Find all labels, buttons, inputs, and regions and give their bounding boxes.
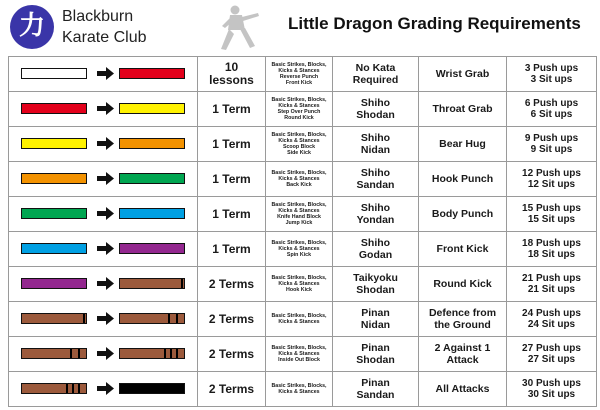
duration-line: 1 Term xyxy=(212,101,251,116)
kata-line: Nidan xyxy=(360,144,391,156)
basics-cell xyxy=(266,57,333,92)
current-belt xyxy=(21,173,87,184)
exercise-line: 3 Push ups xyxy=(524,62,579,74)
arrow-right-icon xyxy=(97,347,114,360)
kata-cell xyxy=(333,267,419,302)
exercise-line: 15 Push ups xyxy=(522,202,581,214)
requirements-table xyxy=(8,56,597,407)
requirements-rows xyxy=(9,57,597,407)
duration-cell xyxy=(198,92,266,127)
arrow-right-icon xyxy=(97,312,114,325)
basics-line: Hook Kick xyxy=(286,287,312,294)
current-belt xyxy=(21,138,87,149)
duration-cell xyxy=(198,127,266,162)
basics-cell xyxy=(266,162,333,197)
basics-line: Front Kick xyxy=(285,80,313,87)
basics-line: Basic Strikes, Blocks, xyxy=(271,96,327,103)
belt-stripe xyxy=(78,384,80,393)
technique-line: Front Kick xyxy=(436,243,489,255)
basics-cell xyxy=(266,267,333,302)
table-row xyxy=(9,302,597,337)
kata-line: Yondan xyxy=(356,214,395,226)
next-belt xyxy=(119,68,185,79)
basics-line: Reverse Punch xyxy=(279,74,319,80)
basics-line: Basic Strikes, Blocks, xyxy=(271,344,327,351)
technique-cell xyxy=(419,197,507,232)
duration-line: 1 Term xyxy=(212,241,251,256)
technique-line: All Attacks xyxy=(435,383,490,395)
basics-line: Kicks & Stances xyxy=(278,102,320,109)
table-row xyxy=(9,337,597,372)
basics-line: Kicks & Stances xyxy=(278,137,320,144)
kata-line: Shiho xyxy=(360,202,391,214)
table-row xyxy=(9,127,597,162)
kata-cell xyxy=(333,232,419,267)
club-logo xyxy=(10,5,54,49)
kata-cell xyxy=(333,92,419,127)
basics-line: Spin Kick xyxy=(286,252,312,259)
exercise-line: 30 Sit ups xyxy=(527,389,576,400)
duration-line: 2 Terms xyxy=(208,381,255,396)
kata-line: Shiho xyxy=(360,97,391,109)
basics-cell xyxy=(266,92,333,127)
belt-stripe xyxy=(170,349,172,358)
basics-line: Basic Strikes, Blocks, xyxy=(271,131,327,138)
basics-cell xyxy=(266,302,333,337)
duration-cell xyxy=(198,197,266,232)
next-belt xyxy=(119,243,185,254)
technique-line: the Ground xyxy=(434,319,491,331)
exercise-line: 18 Sit ups xyxy=(527,249,576,260)
duration-cell xyxy=(198,302,266,337)
basics-cell xyxy=(266,337,333,372)
arrow-right-icon xyxy=(97,137,114,150)
exercise-cell xyxy=(507,267,597,302)
belt-stripe xyxy=(83,314,85,323)
belt-progression xyxy=(9,127,198,162)
kata-cell xyxy=(333,302,419,337)
club-name-line2: Karate Club xyxy=(62,29,147,46)
kata-line: Sandan xyxy=(356,389,395,401)
technique-line: Round Kick xyxy=(433,278,492,290)
exercise-line: 15 Sit ups xyxy=(527,214,576,225)
karate-fighter-icon xyxy=(218,4,262,52)
kata-line: Shiho xyxy=(360,132,391,144)
table-row xyxy=(9,372,597,407)
technique-cell xyxy=(419,162,507,197)
belt-progression xyxy=(9,267,198,302)
exercise-line: 27 Sit ups xyxy=(527,354,576,365)
belt-progression xyxy=(9,337,198,372)
exercise-line: 6 Push ups xyxy=(524,97,579,109)
next-belt xyxy=(119,278,185,289)
kata-line: Sandan xyxy=(356,179,395,191)
belt-stripe xyxy=(66,384,68,393)
current-belt xyxy=(21,383,87,394)
basics-line: Kicks & Stances xyxy=(278,175,320,182)
basics-line: Basic Strikes, Blocks, xyxy=(271,61,327,68)
kata-line: Shodan xyxy=(356,354,395,366)
technique-line: Defence from xyxy=(428,307,497,319)
current-belt xyxy=(21,68,87,79)
kata-line: Taikyoku xyxy=(353,272,398,284)
basics-line: Side Kick xyxy=(287,150,311,157)
kata-line: Pinan xyxy=(361,307,390,319)
exercise-cell xyxy=(507,162,597,197)
basics-line: Kicks & Stances xyxy=(278,389,320,395)
arrow-right-icon xyxy=(97,207,114,220)
duration-line: 10 xyxy=(224,60,239,74)
duration-cell xyxy=(198,57,266,92)
basics-line: Round Kick xyxy=(284,115,314,122)
belt-stripe xyxy=(168,314,170,323)
kata-cell xyxy=(333,337,419,372)
duration-cell xyxy=(198,232,266,267)
belt-progression xyxy=(9,92,198,127)
technique-line: Bear Hug xyxy=(439,138,486,150)
belt-progression xyxy=(9,57,198,92)
belt-progression xyxy=(9,232,198,267)
technique-cell xyxy=(419,232,507,267)
belt-stripe xyxy=(164,349,166,358)
basics-line: Basic Strikes, Blocks, xyxy=(271,239,327,246)
technique-line: Hook Punch xyxy=(431,173,494,185)
arrow-right-icon xyxy=(97,172,114,185)
basics-line: Jump Kick xyxy=(285,220,313,227)
current-belt xyxy=(21,278,87,289)
current-belt xyxy=(21,243,87,254)
kata-line: Shiho xyxy=(360,167,391,179)
technique-cell xyxy=(419,372,507,407)
technique-cell xyxy=(419,127,507,162)
duration-line: 1 Term xyxy=(212,136,251,151)
technique-cell xyxy=(419,92,507,127)
basics-line: Basic Strikes, Blocks, xyxy=(271,274,327,281)
technique-cell xyxy=(419,267,507,302)
club-name xyxy=(62,6,147,48)
club-name-line1: Blackburn xyxy=(62,8,134,25)
basics-line: Kicks & Stances xyxy=(278,67,320,74)
kata-line: No Kata xyxy=(355,62,396,74)
header xyxy=(0,0,600,56)
arrow-right-icon xyxy=(97,242,114,255)
next-belt xyxy=(119,103,185,114)
exercise-line: 12 Push ups xyxy=(522,167,581,179)
duration-cell xyxy=(198,337,266,372)
exercise-line: 21 Sit ups xyxy=(527,284,576,295)
belt-stripe xyxy=(176,349,178,358)
basics-line: Kicks & Stances xyxy=(278,350,320,357)
kata-line: Godan xyxy=(358,249,393,261)
basics-cell xyxy=(266,127,333,162)
arrow-right-icon xyxy=(97,102,114,115)
arrow-right-icon xyxy=(97,67,114,80)
next-belt xyxy=(119,348,185,359)
belt-progression xyxy=(9,302,198,337)
kata-cell xyxy=(333,57,419,92)
current-belt xyxy=(21,313,87,324)
technique-cell xyxy=(419,337,507,372)
technique-line: 2 Against 1 xyxy=(434,342,491,354)
kata-line: Required xyxy=(352,74,399,86)
technique-cell xyxy=(419,57,507,92)
duration-line: 2 Terms xyxy=(208,311,255,326)
basics-line: Basic Strikes, Blocks, xyxy=(271,201,327,208)
kata-line: Shiho xyxy=(360,237,391,249)
exercise-line: 9 Push ups xyxy=(524,132,579,144)
exercise-cell xyxy=(507,92,597,127)
kata-line: Shodan xyxy=(356,284,395,296)
next-belt xyxy=(119,383,185,394)
duration-cell xyxy=(198,162,266,197)
belt-stripe xyxy=(70,349,72,358)
kata-line: Pinan xyxy=(361,342,390,354)
exercise-line: 6 Sit ups xyxy=(530,109,573,120)
basics-line: Step Over Punch xyxy=(277,109,321,115)
current-belt xyxy=(21,348,87,359)
arrow-right-icon xyxy=(97,277,114,290)
duration-line: lessons xyxy=(209,73,254,87)
technique-line: Wrist Grab xyxy=(435,68,490,80)
duration-line: 2 Terms xyxy=(208,276,255,291)
basics-line: Scoop Block xyxy=(282,144,316,150)
technique-line: Throat Grab xyxy=(432,103,493,115)
belt-progression xyxy=(9,197,198,232)
duration-line: 1 Term xyxy=(212,206,251,221)
basics-line: Kicks & Stances xyxy=(278,245,320,252)
table-row xyxy=(9,57,597,92)
belt-stripe xyxy=(78,349,80,358)
belt-stripe xyxy=(176,314,178,323)
table-row xyxy=(9,267,597,302)
exercise-line: 21 Push ups xyxy=(522,272,581,284)
exercise-line: 24 Push ups xyxy=(522,307,581,319)
arrow-right-icon xyxy=(97,382,114,395)
table-row xyxy=(9,232,597,267)
belt-progression xyxy=(9,372,198,407)
table-row xyxy=(9,162,597,197)
next-belt xyxy=(119,313,185,324)
next-belt xyxy=(119,173,185,184)
basics-line: Kicks & Stances xyxy=(278,207,320,214)
exercise-line: 24 Sit ups xyxy=(527,319,576,330)
duration-line: 1 Term xyxy=(212,171,251,186)
exercise-cell xyxy=(507,57,597,92)
kata-line: Pinan xyxy=(361,377,390,389)
belt-progression xyxy=(9,162,198,197)
exercise-line: 9 Sit ups xyxy=(530,144,573,155)
exercise-line: 12 Sit ups xyxy=(527,179,576,190)
exercise-cell xyxy=(507,337,597,372)
logo-glyph: 力 xyxy=(18,11,45,41)
current-belt xyxy=(21,103,87,114)
technique-cell xyxy=(419,302,507,337)
table-row xyxy=(9,197,597,232)
next-belt xyxy=(119,208,185,219)
belt-stripe xyxy=(72,384,74,393)
technique-line: Body Punch xyxy=(431,208,494,220)
table-row xyxy=(9,92,597,127)
basics-line: Knife Hand Block xyxy=(277,214,321,220)
basics-cell xyxy=(266,197,333,232)
current-belt xyxy=(21,208,87,219)
exercise-cell xyxy=(507,232,597,267)
exercise-cell xyxy=(507,127,597,162)
basics-line: Inside Out Block xyxy=(278,357,320,364)
kata-line: Shodan xyxy=(356,109,395,121)
exercise-line: 30 Push ups xyxy=(522,377,581,389)
basics-cell xyxy=(266,372,333,407)
basics-line: Basic Strikes, Blocks, xyxy=(271,382,327,389)
basics-line: Kicks & Stances xyxy=(278,280,320,287)
kata-cell xyxy=(333,162,419,197)
exercise-cell xyxy=(507,302,597,337)
exercise-cell xyxy=(507,197,597,232)
basics-cell xyxy=(266,232,333,267)
duration-cell xyxy=(198,372,266,407)
basics-line: Basic Strikes, Blocks, xyxy=(271,169,327,176)
kata-cell xyxy=(333,197,419,232)
basics-line: Basic Strikes, Blocks, xyxy=(271,312,327,319)
belt-stripe xyxy=(181,279,183,288)
basics-line: Kicks & Stances xyxy=(278,319,320,325)
exercise-line: 18 Push ups xyxy=(522,237,581,249)
exercise-cell xyxy=(507,372,597,407)
technique-line: Attack xyxy=(446,354,479,366)
exercise-line: 27 Push ups xyxy=(522,342,581,354)
next-belt xyxy=(119,138,185,149)
duration-cell xyxy=(198,267,266,302)
kata-cell xyxy=(333,372,419,407)
basics-line: Back Kick xyxy=(286,182,312,189)
kata-line: Nidan xyxy=(360,319,391,331)
exercise-line: 3 Sit ups xyxy=(530,74,573,85)
kata-cell xyxy=(333,127,419,162)
duration-line: 2 Terms xyxy=(208,346,255,361)
page-title: Little Dragon Grading Requirements xyxy=(288,14,581,33)
